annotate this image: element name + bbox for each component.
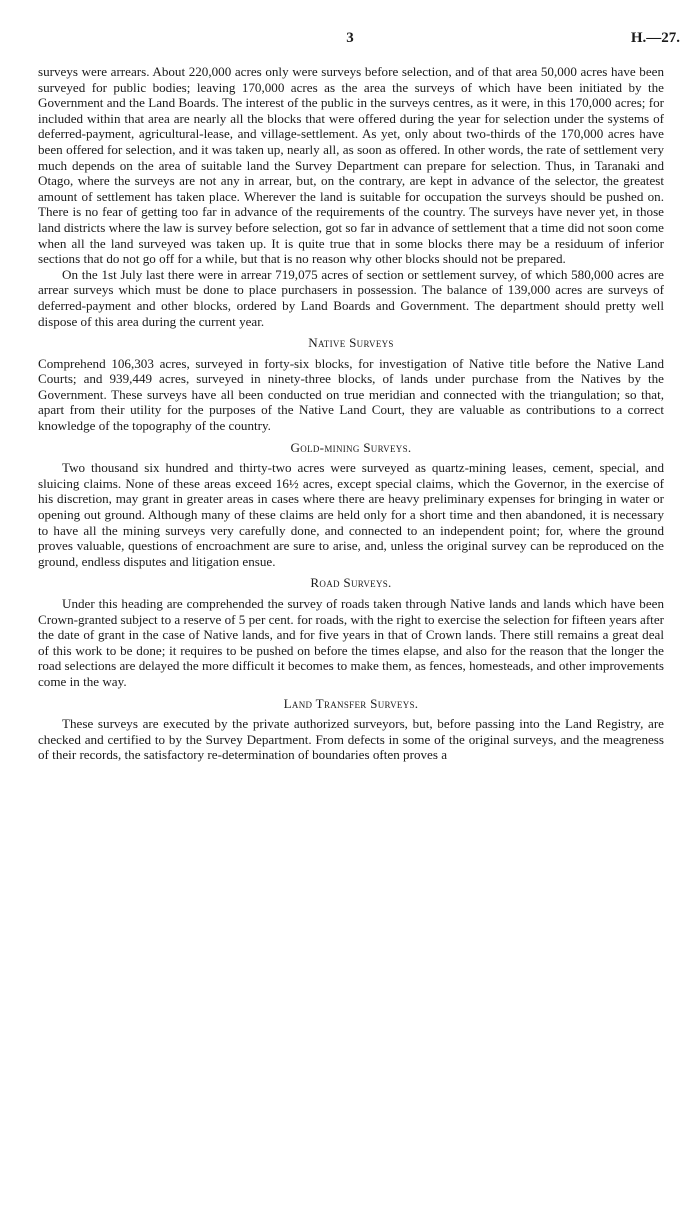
paragraph-gold-mining-surveys: Two thousand six hundred and thirty-two acres were surveyed as quartz-mining leases, cement, special, and sluicing claims. None of these areas exceed 16½ acres, except special claims, which the Governor, in the exercise of his discretion, may grant in greater areas in cases where there are heavy preliminary expenses for bringing in water or opening out ground. Although many of these claims are held only for a short time and then abandoned, it is necessary to have all the mining surveys very carefully done, and connected to an independent point; for, where the ground proves valuable, questions of encroachment are sure to arise, and, unless the original survey can be reproduced on the ground, endless disputes and litigation ensue. <box>38 460 664 569</box>
heading-land-transfer-surveys: Land Transfer Surveys. <box>283 695 419 711</box>
heading-native-surveys: Native Surveys <box>308 335 394 351</box>
body-text <box>38 64 664 763</box>
paragraph-native-surveys: Comprehend 106,303 acres, surveyed in forty-six blocks, for investigation of Native title before the Native Land Courts; and 939,449 acres, surveyed in ninety-three blocks, of lands under purchase from the Natives by the Government. These surveys have all been conducted on true meridian and connected with the triangulation; so that, apart from their utility for the purposes of the Native Land Court, they are valuable as contributions to a correct knowledge of the topography of the country. <box>38 355 664 434</box>
heading-gold-mining-surveys: Gold-mining Surveys. <box>290 439 412 455</box>
paragraph-surveys-arrears: surveys were arrears. About 220,000 acres only were surveys before selection, and of that area 50,000 acres have been surveyed for public bodies; leaving 170,000 acres as the area the surveys of which have been initiated by the Government and the Land Boards. The interest of the public in the surveys centres, as it were, in this 170,000 acres; for included within that area are nearly all the blocks that were offered during the year for selection under the systems of deferred-payment, agricultural-lease, and village-settlement. As yet, only about two-thirds of the 170,000 acres have been offered for selection, and it was taken up, nearly all, as soon as offered. In other words, the rate of settlement very much depends on the area of suitable land the Survey Department can prepare for selection. Thus, in Taranaki and Otago, where the surveys are not any in arrear, but, on the contrary, are kept in advance of the selector, the greatest amount of settlement has taken place. Wherever the land is suitable for occupation the surveys should be pushed on. There is no fear of getting too far in advance of the requirements of the country. The surveys have never yet, in those land districts where the law is survey before selection, got so far in advance of settlement that a time did not soon come when all the land surveyed was taken up. It is quite true that in some blocks there may be a residuum of inferior sections that do not go off for a while, but that is no reason why other blocks should not be prepared. <box>38 64 664 267</box>
page-number: 3 <box>346 30 354 46</box>
paragraph-land-transfer-surveys: These surveys are executed by the private authorized surveyors, but, before passing into the Land Registry, are checked and certified to by the Survey Department. From defects in some of the original surveys, and the meagreness of their records, the satisfactory re-determination of boundaries often proves a <box>38 716 664 763</box>
paragraph-road-surveys: Under this heading are comprehended the survey of roads taken through Native lands and lands which have been Crown-granted subject to a reserve of 5 per cent. for roads, with the right to exercise the selection for fifteen years after the date of grant in the case of Native lands, and for five years in that of Crown lands. There still remains a great deal of this work to be done; it requires to be pushed on before the times elapse, and also for the reason that the longer the road selections are delayed the more difficult it becomes to make them, as fences, homesteads, and other improvements come in the way. <box>38 596 664 689</box>
document-code: H.—27. <box>630 30 680 46</box>
running-head <box>0 30 700 54</box>
heading-road-surveys: Road Surveys. <box>310 575 392 591</box>
paragraph-arrear-july: On the 1st July last there were in arrear 719,075 acres of section or settlement survey, of which 580,000 acres are arrear surveys which must be done to place purchasers in possession. The balance of 139,000 acres are surveys of deferred-payment and other blocks, ordered by Land Boards and Government. The department should pretty well dispose of this area during the current year. <box>38 266 664 329</box>
